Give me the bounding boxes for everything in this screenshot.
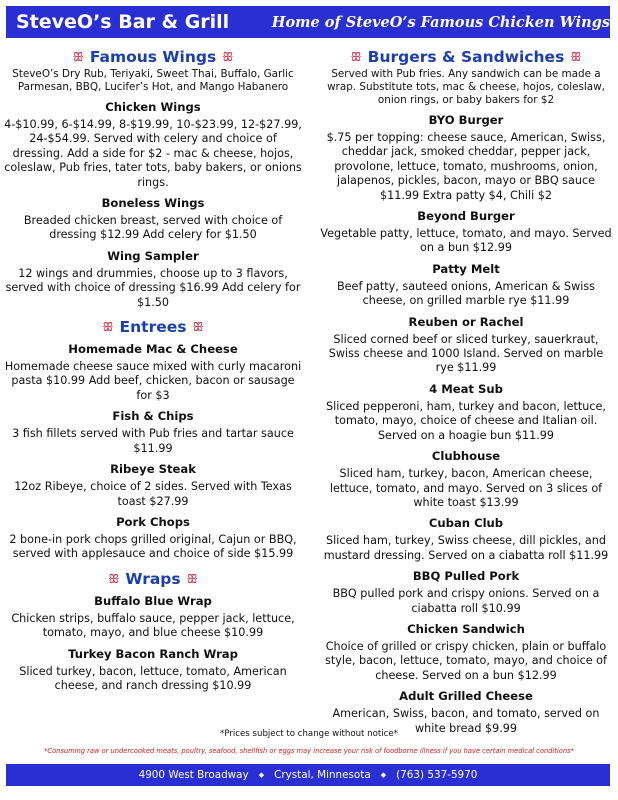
header-banner: [6, 6, 610, 38]
menu-item-name: Chicken Wings: [105, 100, 201, 114]
swirl-ornament-right-icon: ꕥ: [192, 320, 204, 335]
city: Crystal, Minnesota: [274, 769, 371, 781]
prices-note: *Prices subject to change without notice*: [220, 729, 398, 739]
swirl-ornament-right-icon: ꕥ: [570, 50, 582, 64]
phone-number: (763) 537-5970: [396, 769, 478, 781]
food-safety-disclaimer: *Consuming raw or undercooked meats, poultry, seafood, shellfish or eggs may increase your risk of foodborne illness if you have certain medical conditions*: [44, 747, 574, 755]
menu-item-name: BBQ Pulled Pork: [412, 569, 520, 584]
menu-item-description: 12 wings and drummies, choose up to 3 flavors, served with choice of dressing $16.99 Add celery for $1.50: [5, 266, 301, 309]
menu-item-description: $.75 per topping: cheese sauce, American, Swiss, cheddar jack, smoked cheddar, pepper jack, provolone, lettuce, tomato, mushrooms, onion, jalapenos, pickles, bacon, mayo or BBQ sauce $11.99 Extra patty $4, Chili $2: [326, 131, 606, 202]
menu-item-description: Sliced pepperoni, ham, turkey and bacon, lettuce, tomato, mayo, choice of cheese and Italian oil. Served on a hoagie bun $11.99: [326, 399, 606, 442]
swirl-ornament-left-icon: ꕥ: [72, 50, 84, 64]
swirl-ornament-left-icon: ꕥ: [108, 571, 120, 586]
diamond-bullet-icon: ◆: [258, 771, 265, 779]
menu-item-description: BBQ pulled pork and crispy onions. Served on a ciabatta roll $10.99: [332, 587, 600, 615]
diamond-bullet-icon: ◆: [380, 771, 387, 779]
menu-item-description: 4-$10.99, 6-$14.99, 8-$19.99, 10-$23.99, 12-$27.99, 24-$54.99. Served with celery and choice of dressing. Add a side for $2 - mac & cheese, hojos, coleslaw, Pub fries, tater tots, baby bakers, or onions rings.: [4, 118, 302, 189]
section-header-wraps: [4, 570, 302, 588]
menu-item-description: 12oz Ribeye, choice of 2 sides. Served with Texas toast $27.99: [14, 480, 292, 508]
menu-item-name: Buffalo Blue Wrap: [94, 593, 212, 608]
menu-item-description: Sliced ham, turkey, Swiss cheese, dill pickles, and mustard dressing. Served on a ciabatta roll $11.99: [323, 534, 609, 562]
menu-item-description: Sliced ham, turkey, bacon, American cheese, lettuce, tomato, and mayo. Served on 3 slices of white toast $13.99: [329, 467, 603, 509]
menu-item-description: 3 fish fillets served with Pub fries and tartar sauce $11.99: [12, 427, 294, 455]
menu-item-description: 2 bone-in pork chops grilled original, Cajun or BBQ, served with applesauce and choice of side $15.99: [9, 532, 297, 561]
menu-item-name: Boneless Wings: [101, 196, 205, 211]
swirl-ornament-left-icon: ꕥ: [350, 50, 362, 64]
menu-item-description: Chicken strips, buffalo sauce, pepper jack, lettuce, tomato, mayo, and blue cheese $10.99: [11, 611, 295, 640]
menu-item-name: Homemade Mac & Cheese: [68, 342, 238, 357]
swirl-ornament-right-icon: ꕥ: [186, 571, 198, 586]
right-column: [318, 48, 614, 736]
menu-item-name: Pork Chops: [116, 514, 190, 529]
menu-item-name: BYO Burger: [428, 113, 504, 127]
menu-item-description: Choice of grilled or crispy chicken, plain or buffalo style, bacon, lettuce, tomato, mayo, and choice of cheese. Served on a bun $12.99: [325, 639, 607, 682]
menu-item-name: Ribeye Steak: [110, 462, 196, 477]
section-description: Served with Pub fries. Any sandwich can be made a wrap. Substitute tots, mac & cheese, hojos, coleslaw, onion rings, or baby bakers for $2: [327, 68, 605, 106]
menu-item-name: Adult Grilled Cheese: [399, 689, 533, 704]
section-header-famous-wings: [4, 48, 302, 66]
left-column: [4, 48, 302, 693]
menu-item-name: Chicken Sandwich: [407, 621, 525, 636]
menu-item-description: Sliced turkey, bacon, lettuce, tomato, American cheese, and ranch dressing $10.99: [19, 664, 287, 692]
menu-item-description: American, Swiss, bacon, and tomato, served on white bread $9.99: [332, 707, 600, 735]
section-title: Wraps: [125, 569, 181, 588]
menu-item-name: 4 Meat Sub: [429, 381, 503, 396]
section-header-entrees: [4, 318, 302, 336]
menu-item-name: Reuben or Rachel: [408, 314, 524, 329]
menu-item-description: Homemade cheese sauce mixed with curly macaroni pasta $10.99 Add beef, chicken, bacon or sausage for $3: [4, 360, 302, 402]
swirl-ornament-left-icon: ꕥ: [102, 320, 114, 335]
menu-item-name: Patty Melt: [432, 261, 500, 276]
menu-item-description: Breaded chicken breast, served with choice of dressing $12.99 Add celery for $1.50: [23, 214, 283, 242]
menu-item-name: Cuban Club: [428, 516, 504, 531]
section-title: Famous Wings: [89, 48, 217, 66]
menu-item-name: Wing Sampler: [107, 248, 199, 263]
address: 4900 West Broadway: [138, 769, 249, 781]
section-title: Entrees: [119, 318, 187, 337]
footer-banner: [6, 764, 610, 786]
menu-item-description: Beef patty, sauteed onions, American & Swiss cheese, on grilled marble rye $11.99: [337, 279, 595, 308]
menu-item-name: Beyond Burger: [417, 209, 515, 224]
menu-item-name: Clubhouse: [431, 449, 501, 464]
section-title: Burgers & Sandwiches: [367, 48, 565, 66]
section-header-burgers: [318, 48, 614, 66]
section-description: SteveO’s Dry Rub, Teriyaki, Sweet Thai, Buffalo, Garlic Parmesan, BBQ, Lucifer’s Hot, and Mango Habanero: [12, 68, 294, 93]
swirl-ornament-right-icon: ꕥ: [222, 50, 234, 64]
menu-item-name: Fish & Chips: [112, 409, 194, 424]
tagline: Home of SteveO’s Famous Chicken Wings: [271, 13, 610, 31]
menu-item-description: Sliced corned beef or sliced turkey, sauerkraut, Swiss cheese and 1000 Island. Served on marble rye $11.99: [328, 332, 604, 375]
menu-item-name: Turkey Bacon Ranch Wrap: [68, 646, 238, 661]
menu-item-description: Vegetable patty, lettuce, tomato, and mayo. Served on a bun $12.99: [320, 227, 612, 255]
restaurant-name: SteveO’s Bar & Grill: [16, 11, 230, 33]
